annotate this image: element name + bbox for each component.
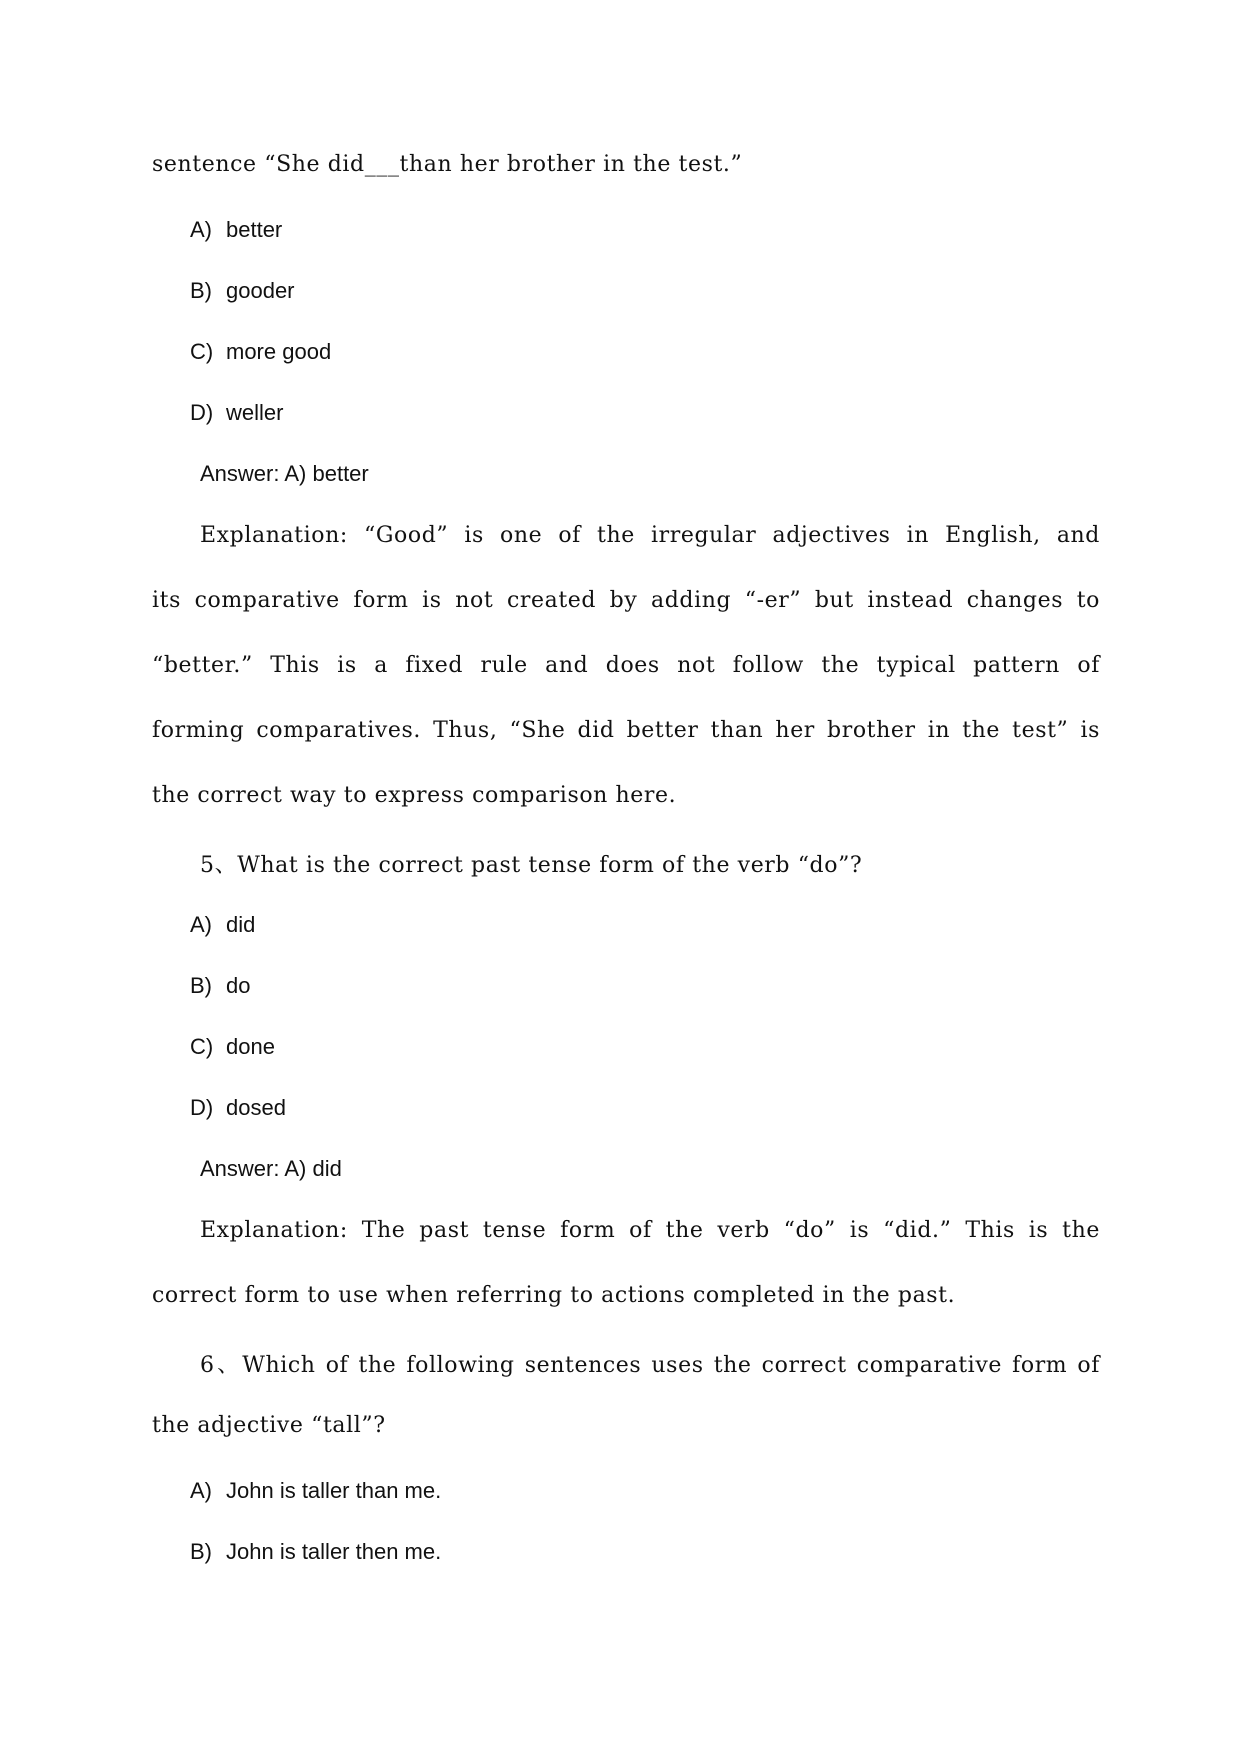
option-text: John is taller than me. <box>226 1478 442 1503</box>
option-text: done <box>226 1034 275 1059</box>
option-text: weller <box>226 400 284 425</box>
option-letter: B) <box>190 278 212 303</box>
option-letter: A) <box>190 912 212 937</box>
question-5-stem: 5、What is the correct past tense form of the verb “do”? <box>200 853 863 878</box>
option-letter: C) <box>190 339 214 364</box>
question-4-answer: Answer: A) better <box>200 461 369 486</box>
question-4-explanation-line-4: forming comparatives. Thus, “She did better than her brother in the test” is <box>152 718 1100 743</box>
question-4-explanation-line-5: the correct way to express comparison here. <box>152 783 677 808</box>
option-text: John is taller then me. <box>226 1539 442 1564</box>
option-letter: A) <box>190 1478 212 1503</box>
question-4-explanation-line-2: its comparative form is not created by adding “-er” but instead changes to <box>152 588 1100 613</box>
option-text: did <box>226 912 256 937</box>
option-letter: A) <box>190 217 212 242</box>
question-6-stem-line-1: 6、Which of the following sentences uses the correct comparative form of <box>200 1353 1100 1378</box>
option-text: do <box>226 973 251 998</box>
question-4-explanation-line-1: Explanation: “Good” is one of the irregular adjectives in English, and <box>200 523 1100 548</box>
question-5-explanation-line-1: Explanation: The past tense form of the verb “do” is “did.” This is the <box>200 1218 1100 1243</box>
question-5-answer: Answer: A) did <box>200 1156 342 1181</box>
option-letter: B) <box>190 973 212 998</box>
question-5-explanation-line-2: correct form to use when referring to actions completed in the past. <box>152 1283 956 1308</box>
option-letter: D) <box>190 400 214 425</box>
option-letter: C) <box>190 1034 214 1059</box>
option-text: gooder <box>226 278 295 303</box>
option-letter: D) <box>190 1095 214 1120</box>
option-text: better <box>226 217 283 242</box>
question-6-stem-line-2: the adjective “tall”? <box>152 1413 386 1438</box>
option-text: more good <box>226 339 332 364</box>
question-4-explanation-line-3: “better.” This is a fixed rule and does not follow the typical pattern of <box>152 653 1100 678</box>
option-letter: B) <box>190 1539 212 1564</box>
question-4-stem: sentence “She did___than her brother in the test.” <box>152 152 743 177</box>
option-text: dosed <box>226 1095 286 1120</box>
